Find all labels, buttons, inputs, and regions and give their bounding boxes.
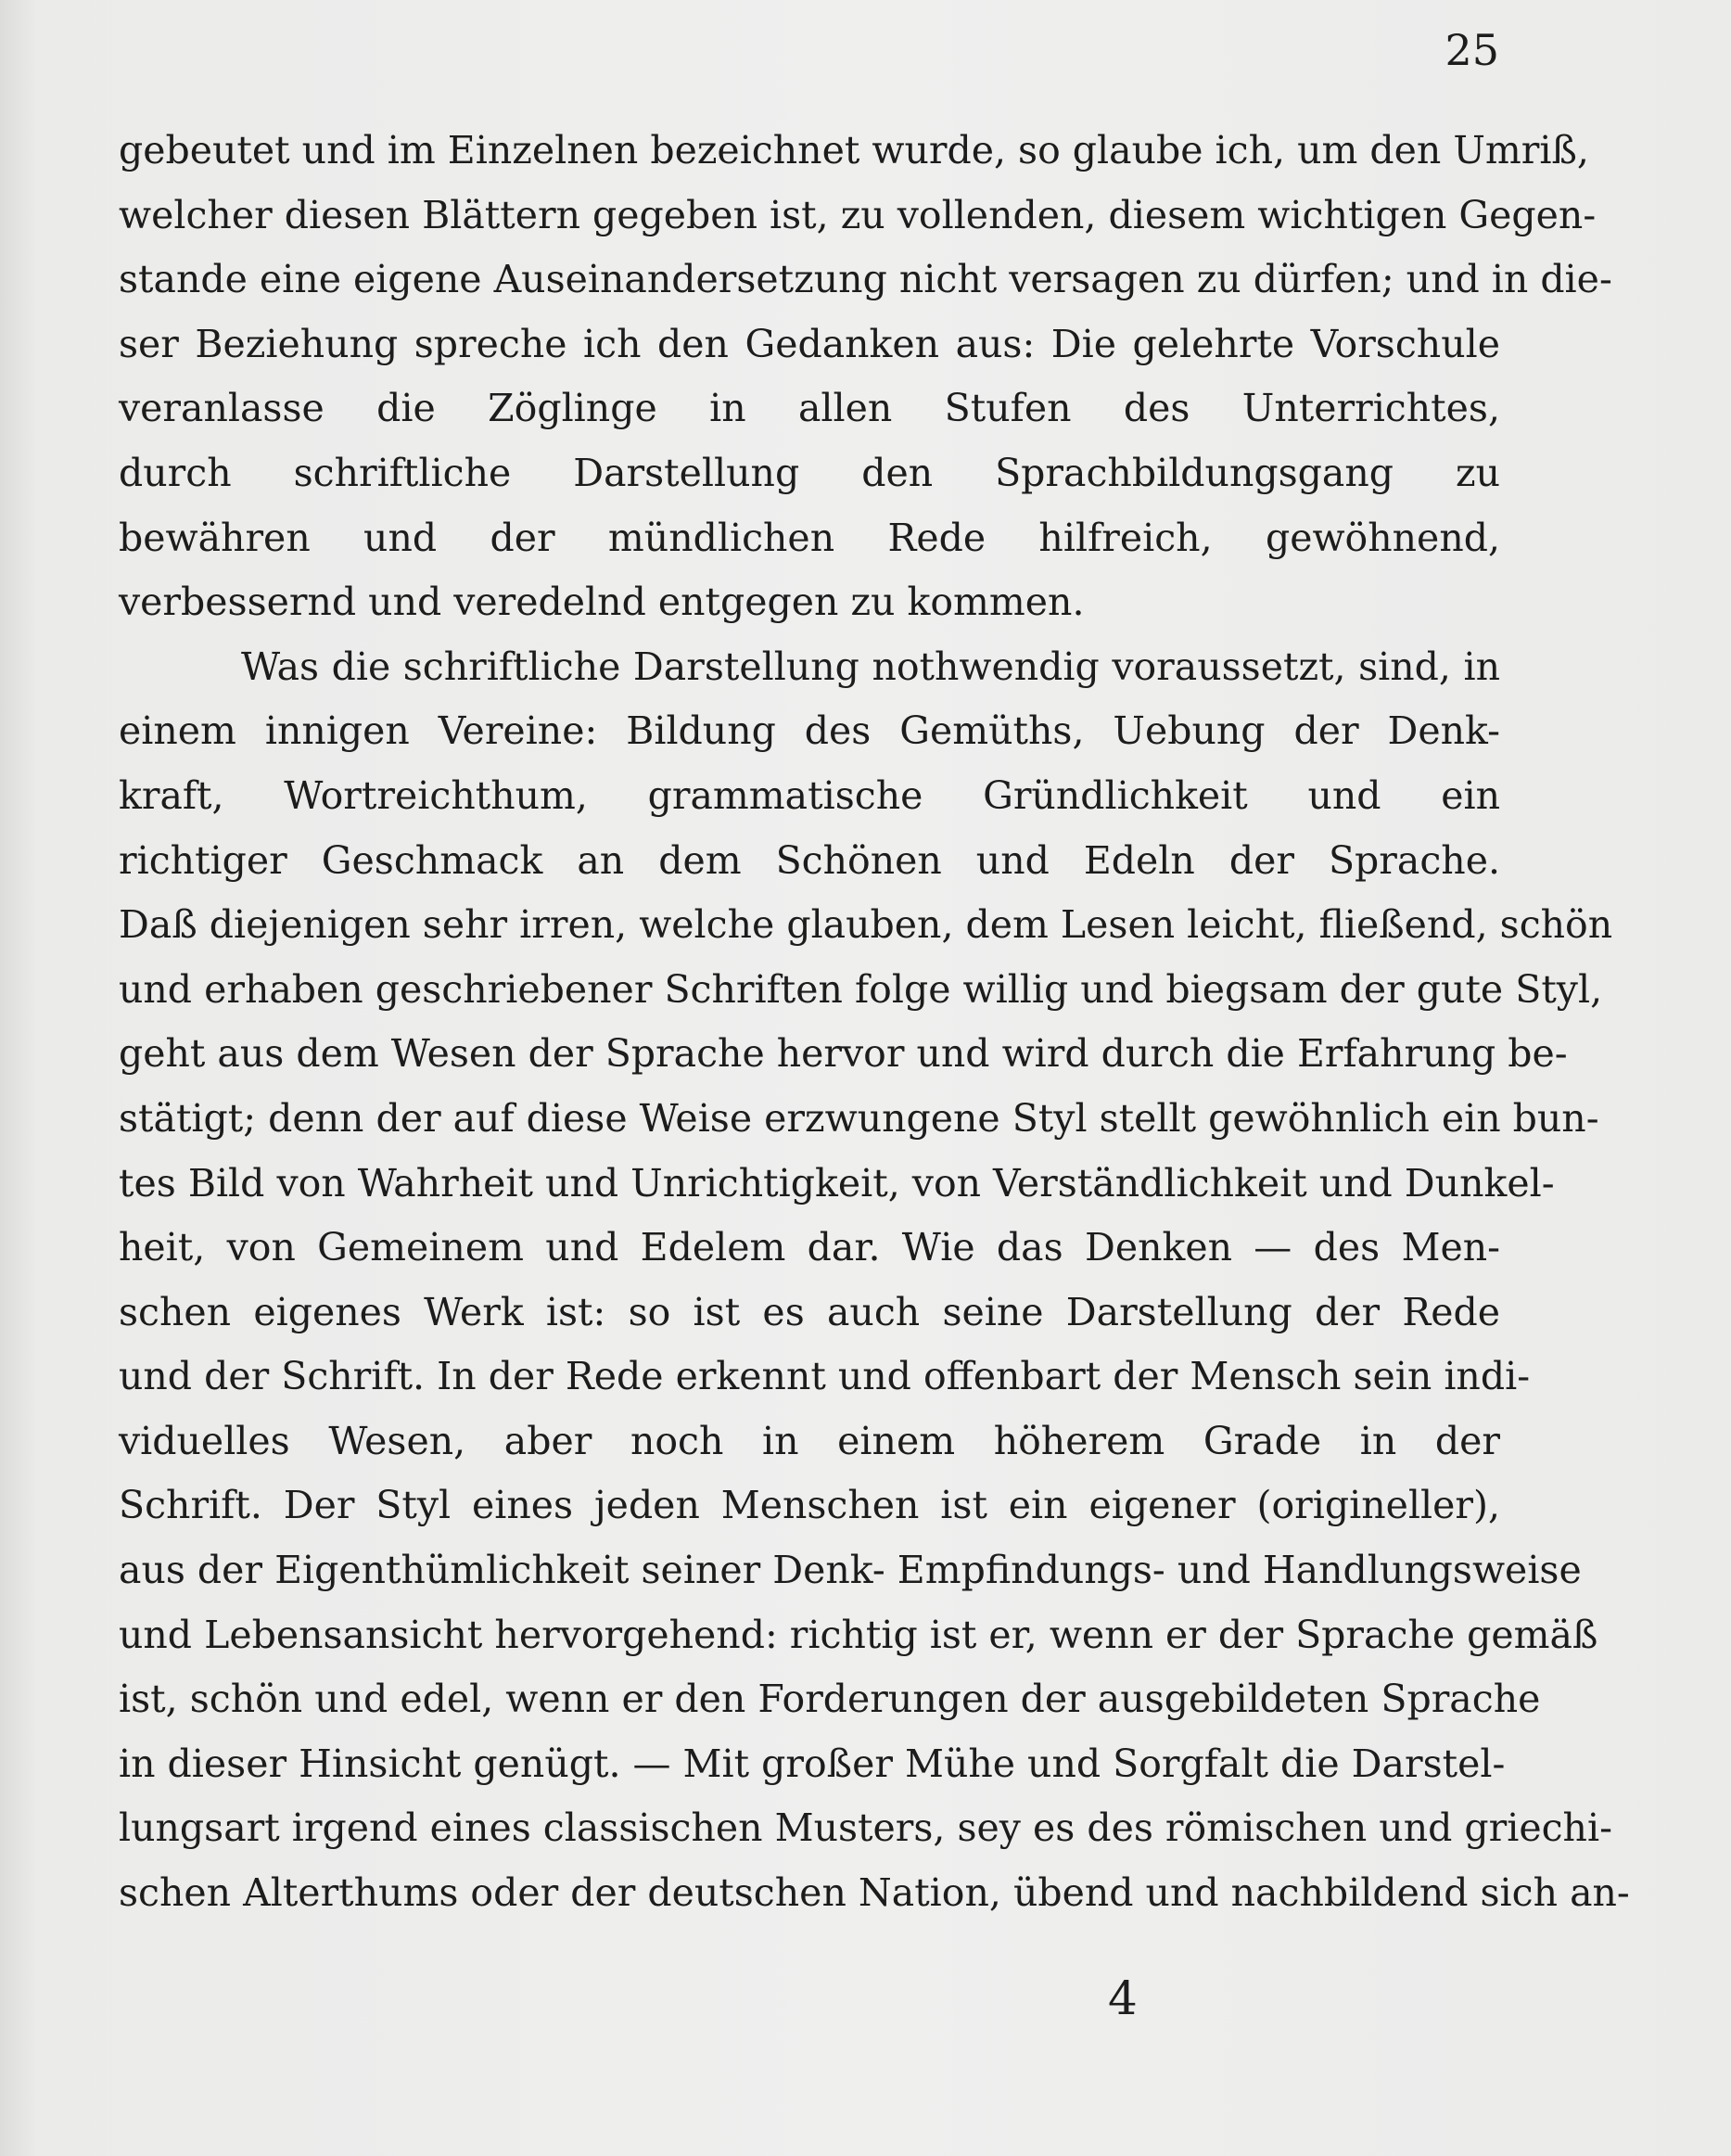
text-line: Daß diejenigen sehr irren, welche glauben, dem Lesen leicht, fließend, schön [119,902,1613,948]
text-line: ist, schön und edel, wenn er den Forderungen der ausgebildeten Sprache [119,1677,1541,1722]
text-line: kraft, Wortreichthum, grammatische Gründlichkeit und ein [119,772,1500,818]
text-line: heit, von Gemeinem und Edelem dar. Wie das Denken — des Men- [119,1225,1500,1270]
text-line: geht aus dem Wesen der Sprache hervor und wird durch die Erfahrung be- [119,1031,1568,1077]
text-line: in dieser Hinsicht genügt. — Mit großer Mühe und Sorgfalt die Darstel- [119,1741,1506,1786]
text-line: einem innigen Vereine: Bildung des Gemüths, Uebung der Denk- [119,708,1500,754]
body-text [119,119,1630,1926]
text-line: richtiger Geschmack an dem Schönen und Edeln der Sprache. [119,837,1500,883]
text-line: und der Schrift. In der Rede erkennt und offenbart der Mensch sein indi- [119,1354,1531,1399]
text-line: stande eine eigene Auseinandersetzung nicht versagen zu dürfen; und in die- [119,257,1612,302]
text-line: gebeutet und im Einzelnen bezeichnet wurde, so glaube ich, um den Umriß, [119,128,1589,172]
text-line: tes Bild von Wahrheit und Unrichtigkeit, von Verständlichkeit und Dunkel- [119,1160,1555,1206]
text-line: lungsart irgend eines classischen Musters, sey es des römischen und griechi- [119,1805,1612,1851]
text-line: und Lebensansicht hervorgehend: richtig ist er, wenn er der Sprache gemäß [119,1612,1598,1657]
text-line: Schrift. Der Styl eines jeden Menschen ist ein eigener (origineller), [119,1483,1500,1528]
text-line: ser Beziehung spreche ich den Gedanken aus: Die gelehrte Vorschule [119,321,1500,366]
text-line: schen Alterthums oder der deutschen Nation, übend und nachbildend sich an- [119,1870,1630,1916]
text-line: Was die schriftliche Darstellung nothwendig voraussetzt, sind, in [241,644,1500,689]
text-line: viduelles Wesen, aber noch in einem höherem Grade in der [119,1418,1500,1463]
text-line: aus der Eigenthümlichkeit seiner Denk- Empfindungs- und Handlungsweise [119,1548,1582,1593]
text-line: welcher diesen Blättern gegeben ist, zu vollenden, diesem wichtigen Gegen- [119,192,1597,237]
text-line: durch schriftliche Darstellung den Sprachbildungsgang zu [119,450,1500,495]
text-line: bewähren und der mündlichen Rede hilfreich, gewöhnend, [119,515,1500,560]
page-number: 25 [1445,25,1499,75]
text-line: verbessernd und veredelnd entgegen zu kommen. [119,580,1085,625]
text-line: veranlasse die Zöglinge in allen Stufen des Unterrichtes, [119,386,1500,431]
text-line: schen eigenes Werk ist: so ist es auch seine Darstellung der Rede [119,1289,1500,1334]
text-line: stätigt; denn der auf diese Weise erzwungene Styl stellt gewöhnlich ein bun- [119,1095,1599,1141]
signature-mark: 4 [1108,1971,1138,2025]
text-line: und erhaben geschriebener Schriften folge willig und biegsam der gute Styl, [119,966,1603,1012]
